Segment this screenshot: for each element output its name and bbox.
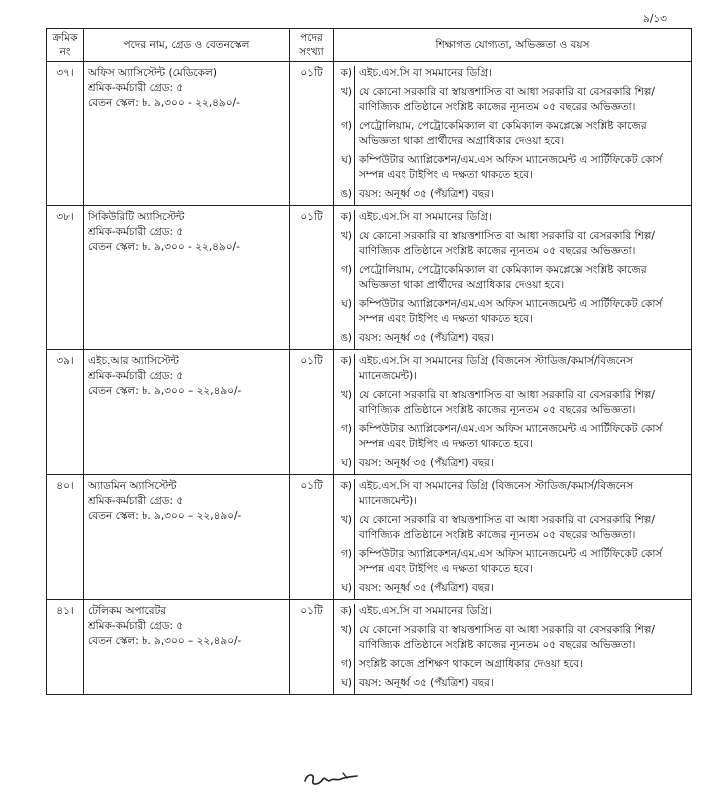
qualification-marker: ঙ) <box>340 188 352 200</box>
qualification-item <box>334 456 691 471</box>
header-count: পদের সংখ্যা <box>290 29 334 62</box>
post-grade: শ্রমিক-কর্মচারী গ্রেড: ৫ <box>88 370 184 382</box>
table-row <box>47 206 692 350</box>
qualifications-cell <box>334 206 692 350</box>
qualification-item <box>334 187 691 202</box>
table-row <box>47 600 692 695</box>
post-title: এইচ.আর অ্যাসিস্টেন্ট <box>88 355 179 367</box>
qualification-marker: ক) <box>340 355 352 367</box>
table-row <box>47 350 692 475</box>
qualification-text: এইচ.এস.সি বা সমমানের ডিগ্রি। <box>354 604 691 619</box>
qualification-item <box>334 388 691 418</box>
qualification-marker: গ) <box>341 658 352 670</box>
serial-number: ৪০। <box>47 475 84 600</box>
qualification-text: বয়স: অনূর্ধ্ব ৩৫ (পঁয়ত্রিশ) বছর। <box>354 187 691 202</box>
post-details <box>84 62 290 206</box>
qualification-item <box>334 85 691 115</box>
qualification-text: বয়স: অনূর্ধ্ব ৩৫ (পঁয়ত্রিশ) বছর। <box>354 581 691 596</box>
qualification-item <box>334 331 691 346</box>
qualification-text: যে কোনো সরকারি বা স্বায়ত্তশাসিত বা আধা সরকারি বা বেসরকারি শিল্প/বাণিজ্যিক প্রতিষ্ঠানে সংশ্লিষ্ট কাজের ন্যূনতম ০৫ বছরের অভিজ্ঞতা। <box>354 623 691 653</box>
qualification-text: কম্পিউটার অ্যাপ্লিকেশন/এম.এস অফিস ম্যানেজমেন্ট এ সার্টিফিকেট কোর্স সম্পন্ন এবং টাইপিং এ দক্ষতা থাকতে হবে। <box>354 547 691 577</box>
post-title: অ্যাডমিন অ্যাসিস্টেন্ট <box>88 480 177 492</box>
header-post: পদের নাম, গ্রেড ও বেতনস্কেল <box>84 29 290 62</box>
post-grade: শ্রমিক-কর্মচারী গ্রেড: ৫ <box>88 226 184 238</box>
post-count: ০১টি <box>290 62 334 206</box>
qualifications-cell <box>334 62 692 206</box>
qualification-item <box>334 66 691 81</box>
qualification-marker: গ) <box>341 120 352 132</box>
post-count: ০১টি <box>290 206 334 350</box>
qualification-marker: খ) <box>341 514 352 526</box>
qualification-marker: গ) <box>341 548 352 560</box>
signature-icon <box>301 765 361 791</box>
qualification-marker: ক) <box>340 211 352 223</box>
qualification-text: এইচ.এস.সি বা সমমানের ডিগ্রি। <box>354 210 691 225</box>
qualification-item <box>334 604 691 619</box>
qualification-text: যে কোনো সরকারি বা স্বায়ত্তশাসিত বা আধা সরকারি বা বেসরকারি শিল্প/বাণিজ্যিক প্রতিষ্ঠানে সংশ্লিষ্ট কাজের ন্যূনতম ০৫ বছরের অভিজ্ঞতা। <box>354 388 691 418</box>
qualification-text: যে কোনো সরকারি বা স্বায়ত্তশাসিত বা আধা সরকারি বা বেসরকারি শিল্প/বাণিজ্যিক প্রতিষ্ঠানে সংশ্লিষ্ট কাজের ন্যূনতম ০৫ বছরের অভিজ্ঞতা। <box>354 85 691 115</box>
qualification-item <box>334 354 691 384</box>
post-pay-scale: বেতন স্কেল: ৳. ৯,৩০০ – ২২,৪৯০/- <box>88 635 242 647</box>
post-grade: শ্রমিক-কর্মচারী গ্রেড: ৫ <box>88 495 184 507</box>
qualification-marker: ঘ) <box>341 457 352 469</box>
post-title: অফিস অ্যাসিস্টেন্ট (মেডিকেল) <box>88 67 217 79</box>
qualification-item <box>334 153 691 183</box>
qualification-item <box>334 229 691 259</box>
post-title: টেলিকম অপারেটর <box>88 605 167 617</box>
qualification-text: এইচ.এস.সি বা সমমানের ডিগ্রি (বিজনেস স্টাডিজ/কমার্স/বিজনেস ম্যানেজমেন্ট)। <box>354 479 691 509</box>
qualification-item <box>334 479 691 509</box>
qualification-marker: ক) <box>340 480 352 492</box>
qualification-text: বয়স: অনূর্ধ্ব ৩৫ (পঁয়ত্রিশ) বছর। <box>354 331 691 346</box>
page-number: ৯/১৩ <box>643 13 667 25</box>
qualification-item <box>334 513 691 543</box>
serial-number: ৪১। <box>47 600 84 695</box>
post-details <box>84 350 290 475</box>
qualification-item <box>334 119 691 149</box>
qualification-marker: খ) <box>341 86 352 98</box>
post-pay-scale: বেতন স্কেল: ৳. ৯,৩০০ - ২২,৪৯০/- <box>88 97 240 109</box>
qualification-text: কম্পিউটার অ্যাপ্লিকেশন/এম.এস অফিস ম্যানেজমেন্ট এ সার্টিফিকেট কোর্স সম্পন্ন এবং টাইপিং এ দক্ষতা থাকতে হবে। <box>354 153 691 183</box>
qualification-marker: ঘ) <box>341 154 352 166</box>
qualification-text: বয়স: অনূর্ধ্ব ৩৫ (পঁয়ত্রিশ) বছর। <box>354 676 691 691</box>
post-pay-scale: বেতন স্কেল: ৳. ৯,৩০০ – ২২,৪৯০/- <box>88 510 242 522</box>
post-count: ০১টি <box>290 350 334 475</box>
qualification-marker: খ) <box>341 624 352 636</box>
post-grade: শ্রমিক-কর্মচারী গ্রেড: ৫ <box>88 82 184 94</box>
qualification-item <box>334 547 691 577</box>
header-serial: ক্রমিক নং <box>47 29 84 62</box>
qualification-marker: গ) <box>341 264 352 276</box>
table-row <box>47 475 692 600</box>
qualification-marker: ঘ) <box>341 582 352 594</box>
qualification-marker: ঙ) <box>340 332 352 344</box>
qualification-marker: গ) <box>341 423 352 435</box>
post-details <box>84 475 290 600</box>
post-count: ০১টি <box>290 475 334 600</box>
qualification-item <box>334 581 691 596</box>
qualification-text: কম্পিউটার অ্যাপ্লিকেশন/এম.এস অফিস ম্যানেজমেন্ট এ সার্টিফিকেট কোর্স সম্পন্ন এবং টাইপিং এ দক্ষতা থাকতে হবে। <box>354 422 691 452</box>
header-row <box>47 29 692 62</box>
qualification-marker: খ) <box>341 230 352 242</box>
qualification-item <box>334 422 691 452</box>
qualification-text: কম্পিউটার অ্যাপ্লিকেশন/এম.এস অফিস ম্যানেজমেন্ট এ সার্টিফিকেট কোর্স সম্পন্ন এবং টাইপিং এ দক্ষতা থাকতে হবে। <box>354 297 691 327</box>
qualification-text: বয়স: অনূর্ধ্ব ৩৫ (পঁয়ত্রিশ) বছর। <box>354 456 691 471</box>
post-grade: শ্রমিক-কর্মচারী গ্রেড: ৫ <box>88 620 184 632</box>
qualification-marker: ঘ) <box>341 677 352 689</box>
qualification-item <box>334 263 691 293</box>
serial-number: ৩৯। <box>47 350 84 475</box>
header-qualifications: শিক্ষাগত যোগ্যতা, অভিজ্ঞতা ও বয়স <box>334 29 692 62</box>
qualification-text: পেট্রোলিয়াম, পেট্রোকেমিক্যাল বা কেমিক্যাল কমপ্লেক্সে সংশ্লিষ্ট কাজের অভিজ্ঞতা থাকা প্রার্থীদের অগ্রাধিকার দেওয়া হবে। <box>354 119 691 149</box>
qualification-marker: ক) <box>340 67 352 79</box>
post-pay-scale: বেতন স্কেল: ৳. ৯,৩০০ – ২২,৪৯০/- <box>88 385 242 397</box>
qualification-text: যে কোনো সরকারি বা স্বায়ত্তশাসিত বা আধা সরকারি বা বেসরকারি শিল্প/বাণিজ্যিক প্রতিষ্ঠানে সংশ্লিষ্ট কাজের ন্যূনতম ০৫ বছরের অভিজ্ঞতা। <box>354 229 691 259</box>
qualification-item <box>334 210 691 225</box>
qualification-text: পেট্রোলিয়াম, পেট্রোকেমিক্যাল বা কেমিক্যাল কমপ্লেক্সে সংশ্লিষ্ট কাজের অভিজ্ঞতা থাকা প্রার্থীদের অগ্রাধিকার দেওয়া হবে। <box>354 263 691 293</box>
serial-number: ৩৮। <box>47 206 84 350</box>
qualification-text: এইচ.এস.সি বা সমমানের ডিগ্রি (বিজনেস স্টাডিজ/কমার্স/বিজনেস ম্যানেজমেন্ট)। <box>354 354 691 384</box>
qualification-text: সংশ্লিষ্ট কাজে প্রশিক্ষণ থাকলে অগ্রাধিকার দেওয়া হবে। <box>354 657 691 672</box>
job-requirements-table <box>46 28 692 695</box>
qualification-marker: ক) <box>340 605 352 617</box>
qualifications-cell <box>334 600 692 695</box>
qualifications-cell <box>334 475 692 600</box>
post-title: সিকিউরিটি অ্যাসিস্টেন্ট <box>88 211 185 223</box>
qualifications-cell <box>334 350 692 475</box>
qualification-item <box>334 657 691 672</box>
post-details <box>84 206 290 350</box>
qualification-item <box>334 623 691 653</box>
qualification-text: এইচ.এস.সি বা সমমানের ডিগ্রি। <box>354 66 691 81</box>
post-count: ০১টি <box>290 600 334 695</box>
qualification-marker: ঘ) <box>341 298 352 310</box>
serial-number: ৩৭। <box>47 62 84 206</box>
qualification-marker: খ) <box>341 389 352 401</box>
post-pay-scale: বেতন স্কেল: ৳. ৯,৩০০ - ২২,৪৯০/- <box>88 241 240 253</box>
post-details <box>84 600 290 695</box>
table-row <box>47 62 692 206</box>
qualification-text: যে কোনো সরকারি বা স্বায়ত্তশাসিত বা আধা সরকারি বা বেসরকারি শিল্প/বাণিজ্যিক প্রতিষ্ঠানে সংশ্লিষ্ট কাজের ন্যূনতম ০৫ বছরের অভিজ্ঞতা। <box>354 513 691 543</box>
qualification-item <box>334 297 691 327</box>
qualification-item <box>334 676 691 691</box>
